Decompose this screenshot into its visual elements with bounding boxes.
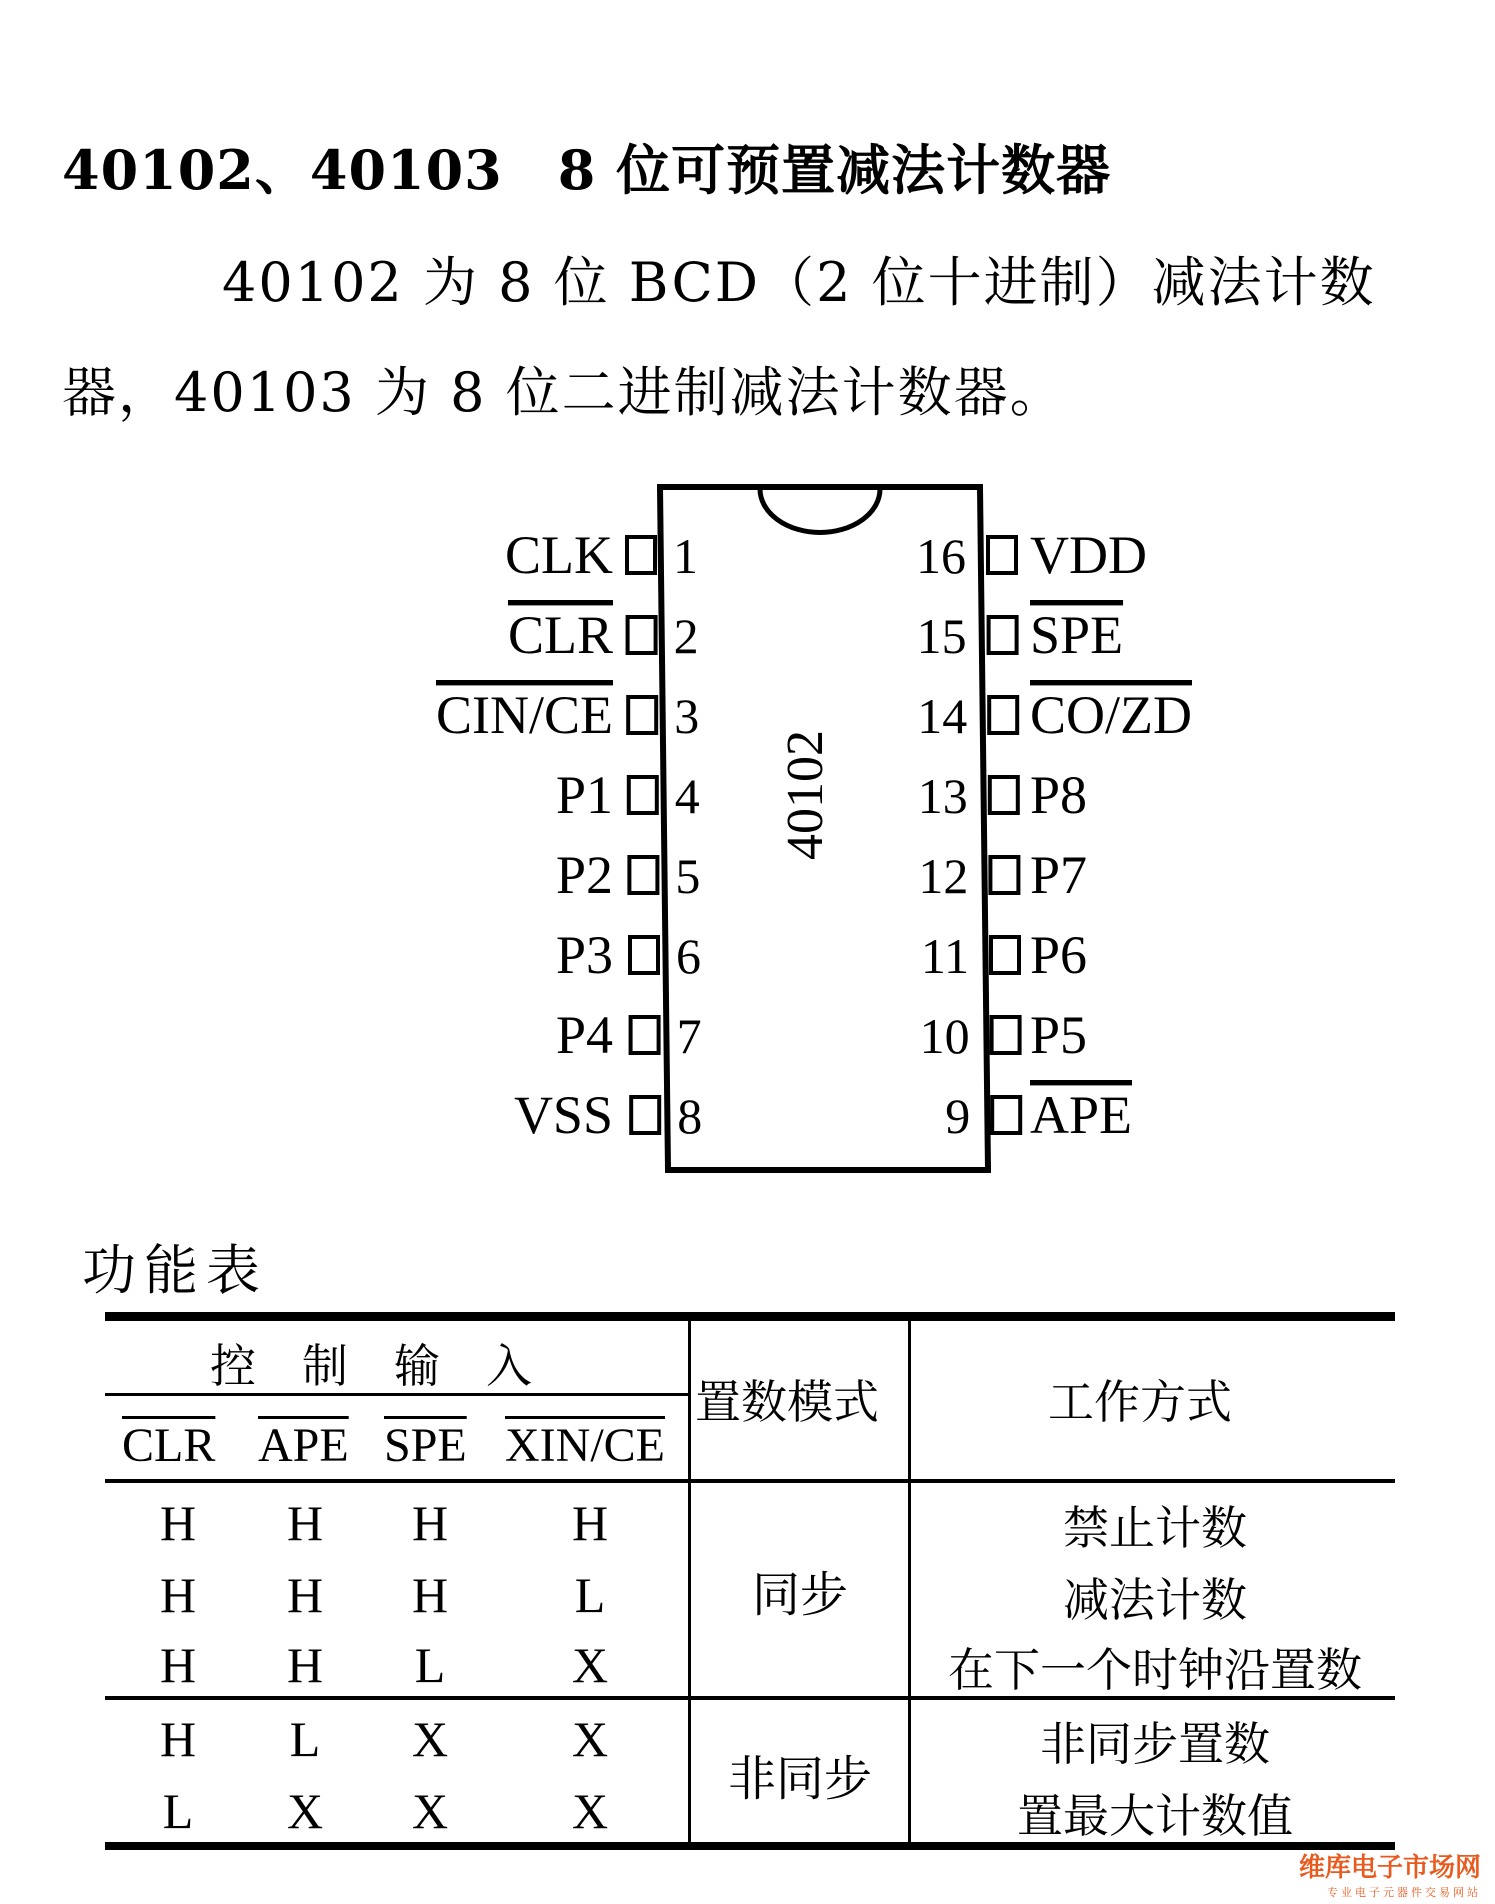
pin-label: P4 [555, 1005, 613, 1065]
pin-number: 10 [919, 1008, 970, 1064]
pin-number: 3 [674, 688, 700, 744]
table-cell: H [286, 1637, 324, 1693]
pin-number: 11 [920, 928, 969, 984]
work-mode-cell: 置最大计数值 [1017, 1789, 1293, 1843]
pin-box-left [631, 1097, 659, 1133]
pin-number: 7 [676, 1008, 702, 1064]
pin-number: 9 [945, 1088, 971, 1144]
pin-box-right [992, 1097, 1020, 1133]
pin-box-left [631, 1017, 659, 1053]
pin-label: P5 [1030, 1005, 1088, 1065]
work-mode-cell: 减法计数 [1063, 1573, 1247, 1627]
pin-box-left [627, 537, 655, 573]
table-cell: H [159, 1637, 197, 1693]
pin-label: CIN/CE [435, 685, 613, 745]
pin-label: P6 [1030, 925, 1088, 985]
pin-box-left [629, 777, 657, 813]
work-mode-cell: 禁止计数 [1063, 1501, 1247, 1555]
table-cell: H [159, 1567, 197, 1623]
mode-sync: 同步 [751, 1567, 848, 1623]
pin-box-right [990, 777, 1018, 813]
pin-box-right [990, 857, 1018, 893]
signal-ape: $\overline{APE}$ [258, 1419, 349, 1472]
table-cell: X [571, 1711, 609, 1767]
pin-number: 14 [917, 688, 968, 744]
table-cell: X [571, 1783, 609, 1839]
watermark-logo: 维库电子市场网 [1298, 1853, 1481, 1883]
pin-box-right [991, 937, 1019, 973]
pin-label: VSS [513, 1085, 613, 1145]
pin-box-right [992, 1017, 1020, 1053]
pin-box-right [988, 537, 1016, 573]
pin-box-right [989, 697, 1017, 733]
pin-label: SPE [1030, 605, 1124, 665]
work-mode-header: 工作方式 [1048, 1375, 1232, 1429]
watermark-subtitle: 专业电子元器件交易网站 [1327, 1886, 1481, 1899]
pin-label: P3 [555, 925, 613, 985]
pin-number: 5 [675, 848, 701, 904]
work-mode-cell: 非同步置数 [1040, 1717, 1270, 1771]
pin-number: 15 [916, 608, 967, 664]
pin-label: CLK [505, 525, 613, 585]
pin-box-left [628, 697, 656, 733]
table-cell: X [571, 1637, 609, 1693]
pin-label: VDD [1030, 525, 1147, 585]
table-cell: X [411, 1711, 449, 1767]
description-paragraph: 40102 为 8 位 BCD（2 位十进制）减法计数器，40103 为 8 位二进制减法计数器。 [62, 251, 1376, 424]
pin-number: 13 [917, 768, 968, 824]
pin-label: P7 [1030, 845, 1088, 905]
table-header-rule [105, 1479, 1395, 1483]
pin-label: P1 [555, 765, 613, 825]
pin-number: 8 [677, 1088, 703, 1144]
pin-label: P2 [555, 845, 613, 905]
pin-number: 6 [676, 928, 701, 984]
table-cell: H [411, 1495, 449, 1551]
signal-spe: $\overline{SPE}$ [384, 1419, 467, 1472]
pin-number: 1 [673, 528, 698, 584]
right-pins [916, 525, 1192, 1145]
table-cell: H [159, 1495, 197, 1551]
watermark [1299, 1847, 1481, 1900]
pin-box-right [989, 617, 1017, 653]
pin-number: 12 [918, 848, 969, 904]
pin-number: 16 [916, 528, 966, 584]
pin-number: 2 [673, 608, 699, 664]
table-cell: H [411, 1567, 449, 1623]
control-inputs-header: 控 制 输 入 [210, 1339, 532, 1393]
table-cell: H [159, 1711, 197, 1767]
table-top-rule [105, 1312, 1395, 1321]
mode-header: 置数模式 [695, 1375, 879, 1429]
table-cell: X [411, 1783, 449, 1839]
table-cell: H [286, 1495, 324, 1551]
pin-label: CO/ZD [1030, 685, 1192, 745]
pin-label: P8 [1030, 765, 1088, 825]
mode-async: 非同步 [727, 1751, 872, 1807]
chip-name: 40102 [777, 730, 834, 860]
pin-label: CLR [507, 605, 613, 665]
table-cell: X [286, 1783, 324, 1839]
pin-box-left [628, 617, 656, 653]
table-cell: H [571, 1495, 609, 1551]
signal-clr: $\overline{CLR}$ [122, 1419, 216, 1472]
page-title: 40102、40103 8 位可预置减法计数器 [62, 138, 1112, 202]
table-cell: L [162, 1783, 194, 1839]
table-cell: L [414, 1637, 446, 1693]
pin-box-left [630, 937, 658, 973]
table-cell: L [574, 1567, 606, 1623]
table-cell: L [289, 1711, 321, 1767]
signal-xin-ce: XIN/CE [505, 1419, 665, 1472]
pin-label: APE [1030, 1085, 1133, 1145]
table-cell: H [286, 1567, 324, 1623]
function-table-title: 功能表 [82, 1239, 268, 1302]
chip-notch [760, 489, 880, 532]
work-mode-cell: 在下一个时钟沿置数 [948, 1643, 1362, 1697]
pin-number: 4 [674, 768, 700, 824]
pin-box-left [629, 857, 657, 893]
